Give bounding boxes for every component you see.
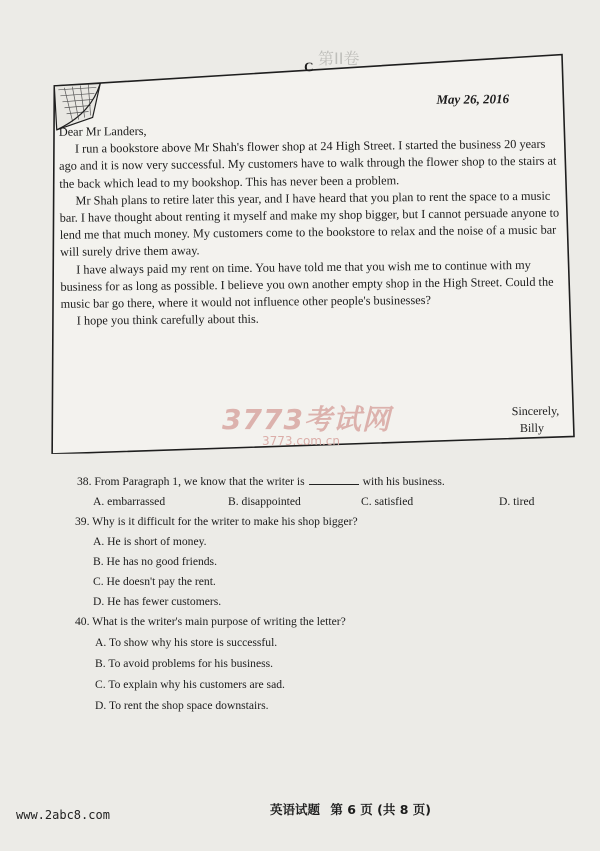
letter-card [42,52,576,454]
letter-signoff [512,403,560,437]
letter-paragraph-2: Mr Shah plans to retire later this year, and I have heard that you plan to rent the space to a music bar. I have thought about renting it myself and make my shop bigger, but I cannot persuade anyone to lend me that much money. My customers come to the bookstore to relax and the noise of a music bar will surely drive them away. [59,188,560,260]
letter-body [59,119,561,331]
option-38-b: B. disappointed [228,495,301,508]
letter-closing: Sincerely, [511,403,560,419]
letter-signature: Billy [519,420,544,436]
option-40-c: C. To explain why his customers are sad. [95,678,285,691]
question-38 [77,475,445,488]
option-38-d: D. tired [499,495,535,508]
question-38-stem-after: with his business. [362,475,445,488]
option-39-b: B. He has no good friends. [93,555,217,568]
option-40-b: B. To avoid problems for his business. [95,657,274,670]
option-39-c: C. He doesn't pay the rent. [93,575,216,588]
letter-date: May 26, 2016 [436,91,510,107]
source-url: www.2abc8.com [16,808,110,822]
question-40: 40. What is the writer's main purpose of writing the letter? [75,615,346,628]
option-38-a: A. embarrassed [93,495,166,508]
option-40-a: A. To show why his store is successful. [95,636,278,649]
option-39-a: A. He is short of money. [93,535,207,548]
watermark-logo: 3773考试网 [222,403,391,436]
option-38-c: C. satisfied [361,495,414,508]
letter-paragraph-4: I hope you think carefully about this. [76,311,259,328]
page-footer [270,800,431,818]
footer-page-number: 第 6 页 (共 8 页) [330,802,431,817]
letter-salutation: Dear Mr Landers, [58,123,147,139]
option-40-d: D. To rent the shop space downstairs. [95,699,269,712]
question-39: 39. Why is it difficult for the writer to make his shop bigger? [75,515,358,528]
watermark-url: 3773.com.cn [262,434,340,448]
footer-label: 英语试题 [270,802,321,817]
answer-blank [309,475,359,485]
section-letter: C [304,59,314,75]
part-heading: 第II卷 [318,49,360,68]
letter-paragraph-1: I run a bookstore above Mr Shah's flower shop at 24 High Street. I started the business 20 years ago and it is now very successful. My customers have to walk through the flower shop to the stairs at the back which lead to my bookshop. This has never been a problem. [59,136,557,191]
question-38-stem-before: 38. From Paragraph 1, we know that the writer is [77,475,305,488]
letter-paragraph-3: I have always paid my rent on time. You have told me that you wish me to continue with my business for as long as possible. I believe you own another empty shop in the High Street. Could the music bar go there, where it would not influence other people's businesses? [60,257,554,311]
option-39-d: D. He has fewer customers. [93,595,222,608]
